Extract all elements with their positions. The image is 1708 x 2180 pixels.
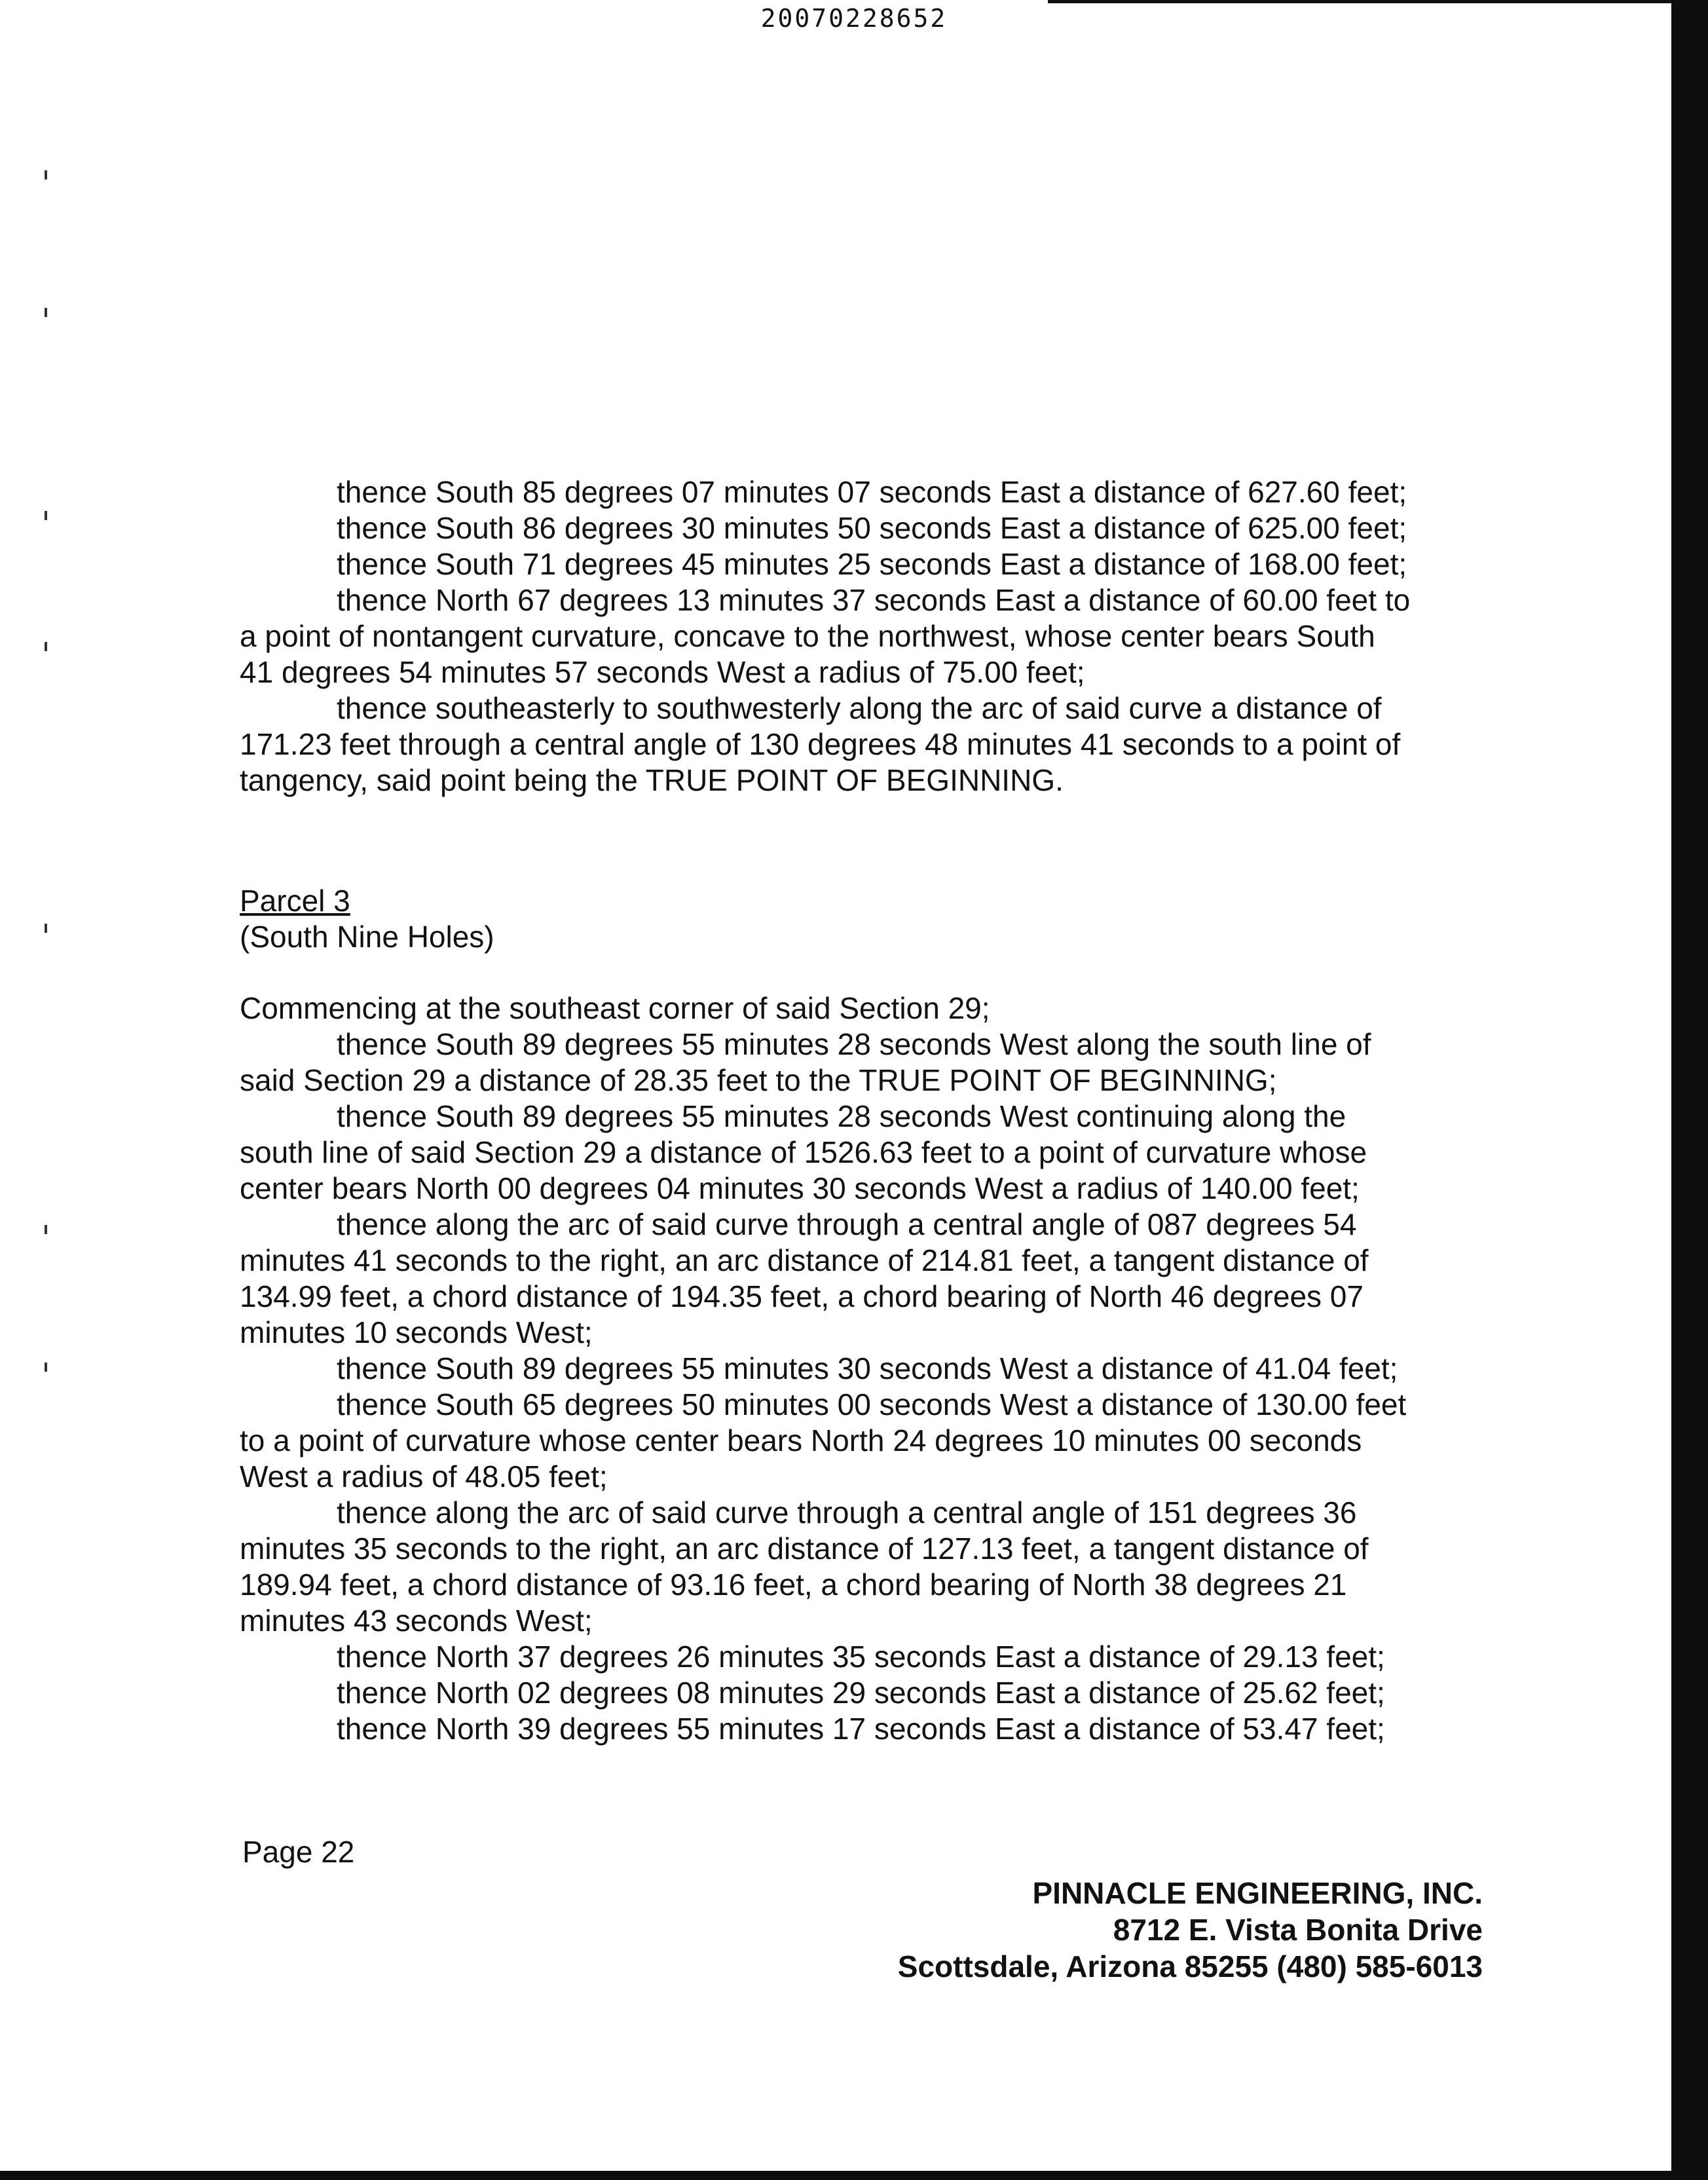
text-line: center bears North 00 degrees 04 minutes 30 seconds West a radius of 140.00 feet; xyxy=(240,1171,1360,1205)
scan-border-right xyxy=(1671,0,1708,2180)
text-line: 171.23 feet through a central angle of 130 degrees 48 minutes 41 seconds to a point of xyxy=(240,727,1401,761)
page-number: Page 22 xyxy=(242,1835,355,1869)
text-line: Commencing at the southeast corner of said Section 29; xyxy=(240,991,990,1025)
text-line: said Section 29 a distance of 28.35 feet to the TRUE POINT OF BEGINNING; xyxy=(240,1063,1277,1097)
text-line: 41 degrees 54 minutes 57 seconds West a radius of 75.00 feet; xyxy=(240,655,1085,689)
company-footer xyxy=(898,1875,1483,1985)
parcel-subtitle: (South Nine Holes) xyxy=(240,920,494,954)
scan-speck xyxy=(45,308,47,317)
text-line: 134.99 feet, a chord distance of 194.35 feet, a chord bearing of North 46 degrees 07 xyxy=(240,1279,1364,1313)
text-line: thence North 37 degrees 26 minutes 35 seconds East a distance of 29.13 feet; xyxy=(337,1640,1385,1674)
legal-description-block-1 xyxy=(240,474,1484,799)
text-line: thence South 89 degrees 55 minutes 28 seconds West continuing along the xyxy=(337,1099,1346,1133)
text-line: thence North 39 degrees 55 minutes 17 seconds East a distance of 53.47 feet; xyxy=(337,1712,1385,1746)
scan-speck xyxy=(45,1362,47,1372)
text-line: minutes 41 seconds to the right, an arc distance of 214.81 feet, a tangent distance of xyxy=(240,1243,1369,1277)
parcel-heading xyxy=(240,883,1484,955)
scan-speck xyxy=(45,170,47,179)
scan-speck xyxy=(45,924,47,933)
legal-description-block-2 xyxy=(240,990,1484,1747)
text-line: thence North 67 degrees 13 minutes 37 seconds East a distance of 60.00 feet to xyxy=(337,583,1411,617)
scan-speck xyxy=(45,1225,47,1234)
text-line: tangency, said point being the TRUE POINT OF BEGINNING. xyxy=(240,763,1064,797)
text-line: a point of nontangent curvature, concave to the northwest, whose center bears South xyxy=(240,619,1375,653)
document-number: 20070228652 xyxy=(760,4,948,33)
text-line: south line of said Section 29 a distance of 1526.63 feet to a point of curvature whose xyxy=(240,1135,1367,1169)
scan-border-bottom xyxy=(0,2171,1708,2180)
company-address: 8712 E. Vista Bonita Drive xyxy=(1113,1913,1483,1947)
text-line: minutes 35 seconds to the right, an arc distance of 127.13 feet, a tangent distance of xyxy=(240,1532,1369,1566)
text-line: thence South 71 degrees 45 minutes 25 seconds East a distance of 168.00 feet; xyxy=(337,547,1407,581)
text-line: thence along the arc of said curve through a central angle of 087 degrees 54 xyxy=(337,1207,1357,1241)
text-line: minutes 43 seconds West; xyxy=(240,1604,593,1638)
scan-speck xyxy=(45,511,47,520)
company-city-phone: Scottsdale, Arizona 85255 (480) 585-6013 xyxy=(897,1949,1483,1983)
scan-border-top xyxy=(1048,0,1708,3)
text-line: thence South 89 degrees 55 minutes 30 seconds West a distance of 41.04 feet; xyxy=(337,1351,1398,1385)
scan-speck xyxy=(45,642,47,651)
text-line: 189.94 feet, a chord distance of 93.16 feet, a chord bearing of North 38 degrees 21 xyxy=(240,1568,1347,1602)
text-line: to a point of curvature whose center bears North 24 degrees 10 minutes 00 seconds xyxy=(240,1423,1362,1457)
text-line: thence North 02 degrees 08 minutes 29 seconds East a distance of 25.62 feet; xyxy=(337,1676,1385,1710)
text-line: thence South 89 degrees 55 minutes 28 seconds West along the south line of xyxy=(337,1027,1371,1061)
text-line: thence South 85 degrees 07 minutes 07 seconds East a distance of 627.60 feet; xyxy=(337,475,1407,509)
company-name: PINNACLE ENGINEERING, INC. xyxy=(1032,1876,1483,1910)
text-line: minutes 10 seconds West; xyxy=(240,1315,593,1349)
text-line: thence South 65 degrees 50 minutes 00 seconds West a distance of 130.00 feet xyxy=(337,1387,1407,1421)
text-line: thence South 86 degrees 30 minutes 50 seconds East a distance of 625.00 feet; xyxy=(337,511,1407,545)
parcel-title: Parcel 3 xyxy=(240,884,350,918)
text-line: thence southeasterly to southwesterly along the arc of said curve a distance of xyxy=(337,691,1382,725)
text-line: thence along the arc of said curve through a central angle of 151 degrees 36 xyxy=(337,1495,1357,1530)
text-line: West a radius of 48.05 feet; xyxy=(240,1459,608,1494)
